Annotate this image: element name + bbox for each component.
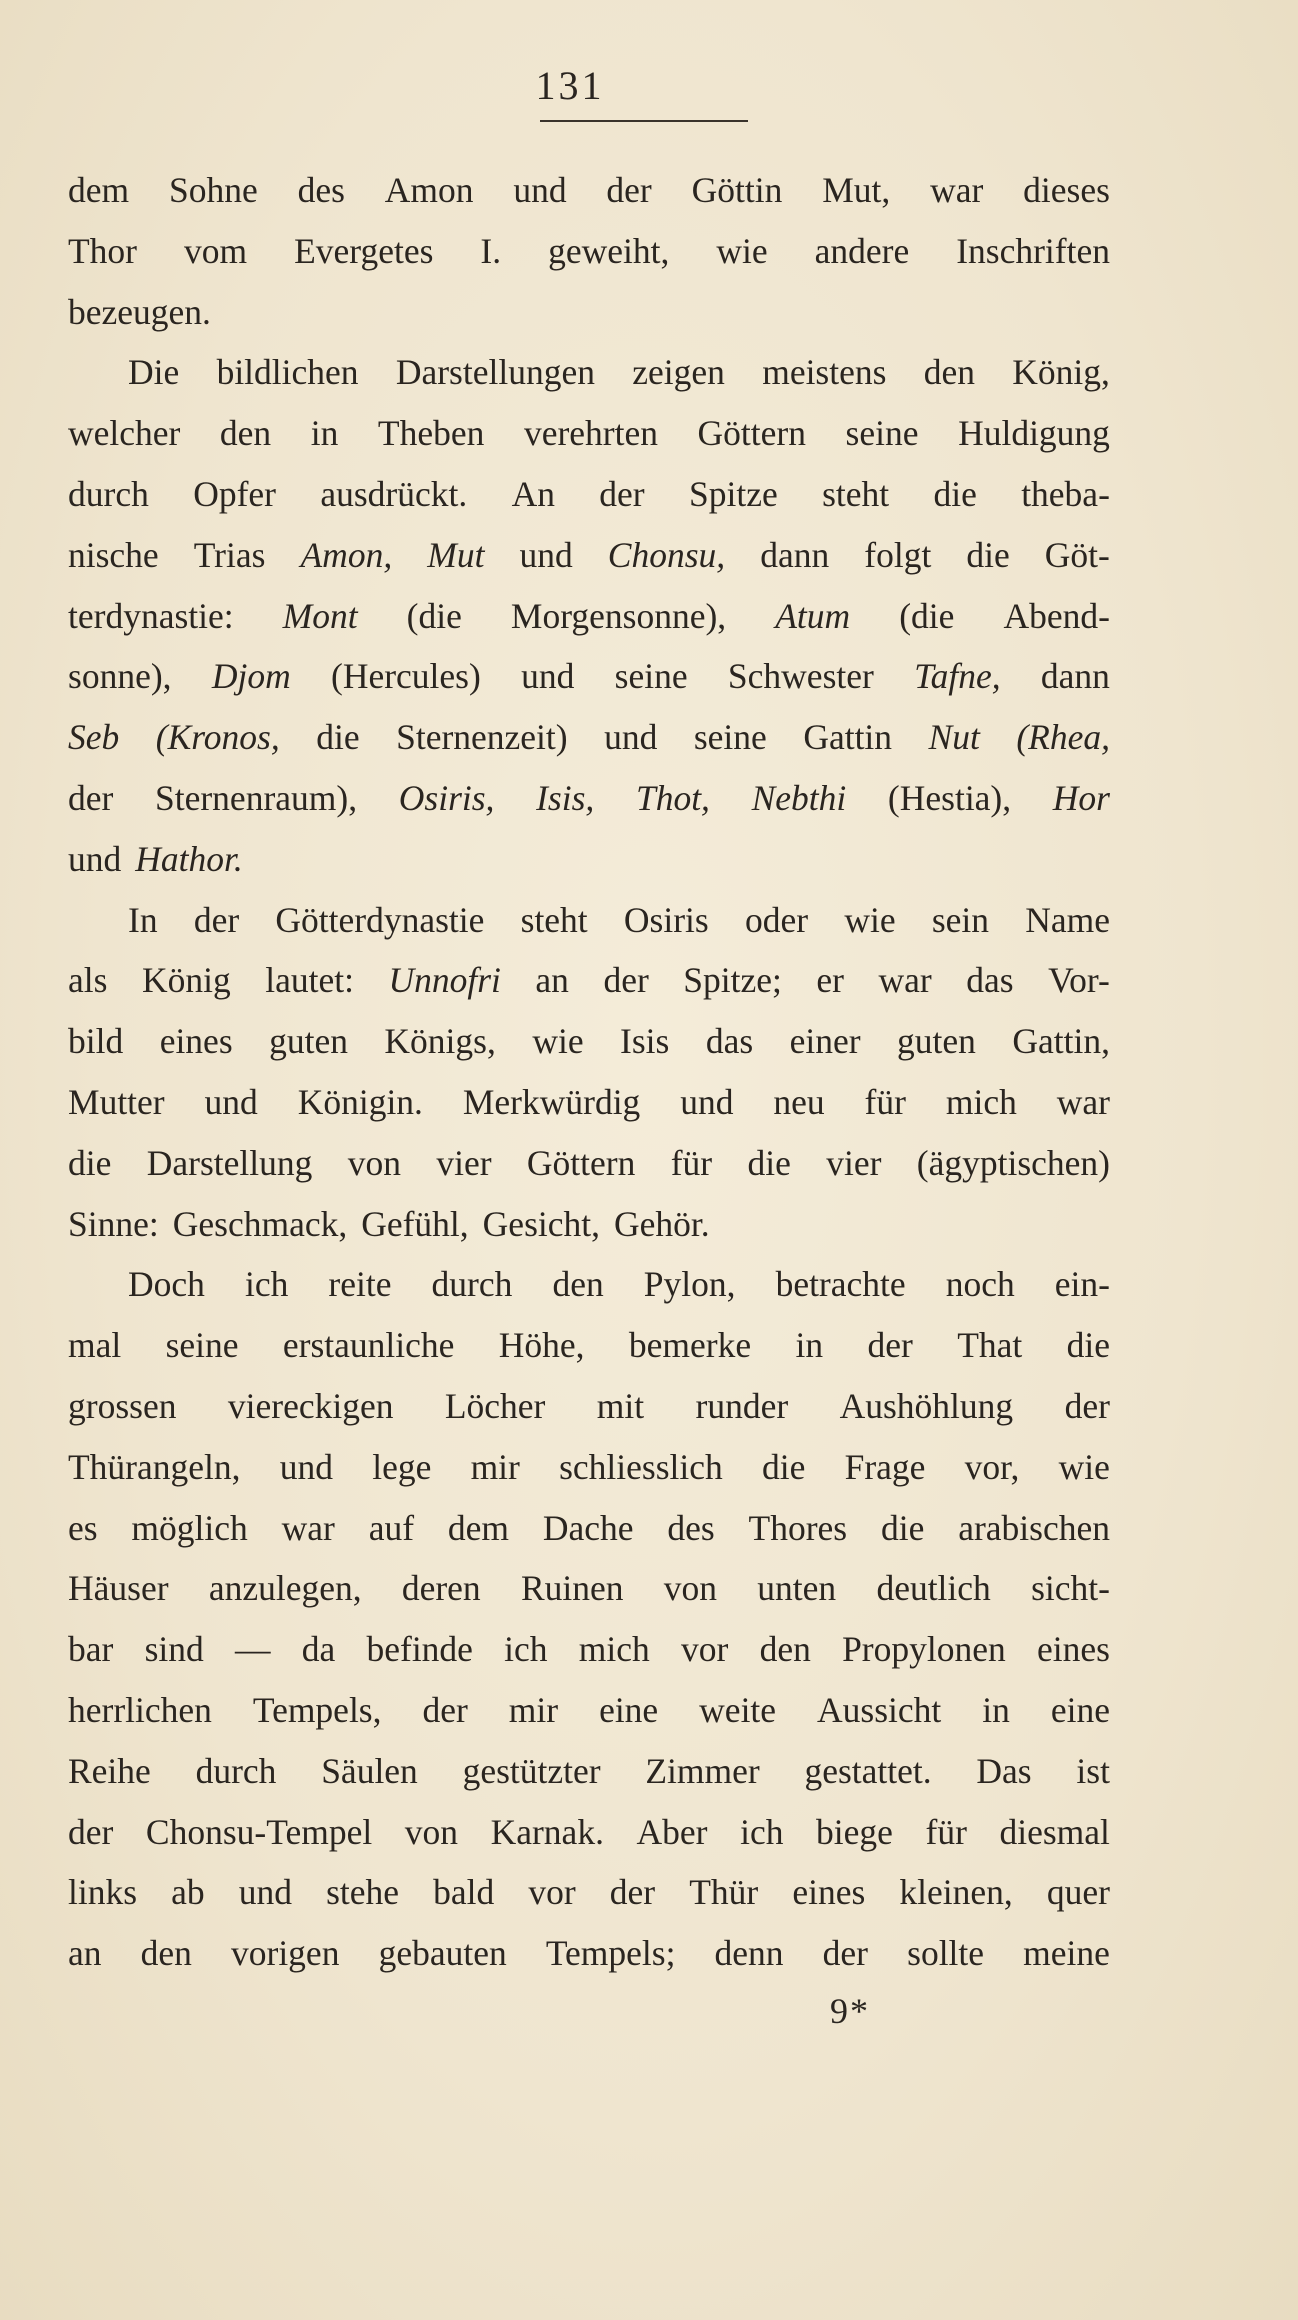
word: ein- xyxy=(1054,1264,1110,1305)
word: eines xyxy=(1036,1629,1110,1670)
word: verehrten xyxy=(523,413,658,454)
word: terdynastie: xyxy=(68,595,234,636)
word: Propylonen xyxy=(842,1629,1006,1670)
word: mich xyxy=(945,1081,1017,1122)
word: die xyxy=(316,717,360,758)
word: runder xyxy=(695,1385,789,1426)
word: Sohne xyxy=(168,170,258,210)
word: Göt- xyxy=(1044,534,1110,575)
italic-word: Djom xyxy=(211,656,291,697)
word: I. xyxy=(480,230,502,271)
word: Sternenzeit) xyxy=(396,717,568,758)
italic-word: Chonsu, xyxy=(607,534,726,575)
text-line xyxy=(68,1558,1110,1619)
word: vier xyxy=(436,1142,492,1183)
word: und xyxy=(238,1872,292,1913)
word: bezeugen. xyxy=(68,291,211,332)
word: der xyxy=(1064,1385,1110,1426)
text-line xyxy=(68,646,1110,707)
word: durch xyxy=(68,473,149,514)
word: Opfer xyxy=(193,473,276,514)
word: denn xyxy=(714,1933,784,1974)
word: sein xyxy=(931,899,989,940)
word: Merkwürdig xyxy=(462,1081,641,1122)
text-line xyxy=(68,464,1110,525)
word: befinde xyxy=(366,1629,473,1670)
word: Schwester xyxy=(727,656,874,697)
word: vier xyxy=(826,1142,882,1183)
word: und xyxy=(279,1446,333,1487)
word: Säulen xyxy=(321,1750,418,1791)
word: er xyxy=(816,960,845,1001)
word: Amon xyxy=(384,170,474,210)
word: noch xyxy=(945,1264,1015,1305)
word: lege xyxy=(372,1446,432,1487)
word: Sternenraum), xyxy=(155,777,358,818)
word: mit xyxy=(596,1385,645,1426)
word: Das xyxy=(976,1750,1032,1791)
text-line xyxy=(68,160,1110,221)
word: Mutter xyxy=(68,1081,165,1122)
word: betrachte xyxy=(775,1264,906,1305)
text-line xyxy=(68,403,1110,464)
word: Dache xyxy=(542,1507,634,1548)
word: geweiht, xyxy=(548,230,670,271)
word: (die xyxy=(899,595,955,636)
italic-word: Amon, xyxy=(300,534,393,575)
signature-mark: 9* xyxy=(830,1991,870,2031)
word: (ägyptischen) xyxy=(916,1142,1110,1183)
word: eines xyxy=(792,1872,866,1913)
word: (Hercules) xyxy=(331,656,481,697)
italic-word: Tafne, xyxy=(914,656,1001,697)
page-header xyxy=(0,58,1298,128)
header-rule xyxy=(540,120,748,122)
word: an xyxy=(68,1933,102,1974)
word: Ruinen xyxy=(520,1568,624,1609)
word: ab xyxy=(171,1872,205,1913)
word: eines xyxy=(159,1021,233,1062)
text-line xyxy=(68,829,1110,890)
word: des xyxy=(297,170,345,210)
word: reite xyxy=(328,1264,392,1305)
word: Thores xyxy=(748,1507,848,1548)
text-line xyxy=(68,282,1110,343)
word: Gattin, xyxy=(1012,1021,1110,1062)
word: mir xyxy=(508,1689,559,1730)
word: Pylon, xyxy=(643,1264,736,1305)
word: Vor- xyxy=(1048,960,1110,1001)
word: Thor xyxy=(68,230,138,271)
text-line xyxy=(68,768,1110,829)
word: Doch xyxy=(128,1264,205,1305)
word: meine xyxy=(1023,1933,1110,1974)
text-line xyxy=(68,1072,1110,1133)
word: links xyxy=(68,1872,138,1913)
word: Thürangeln, xyxy=(68,1446,241,1487)
italic-word: Hathor. xyxy=(135,838,243,879)
word: Aushöhlung xyxy=(839,1385,1014,1426)
word: An xyxy=(511,473,555,514)
word: der xyxy=(867,1325,913,1366)
text-line xyxy=(68,707,1110,768)
word: folgt xyxy=(864,534,932,575)
word: Geschmack, xyxy=(172,1203,348,1244)
word: und xyxy=(204,1081,258,1122)
word: für xyxy=(925,1811,967,1852)
word: welcher xyxy=(68,413,181,454)
text-line xyxy=(68,1680,1110,1741)
word: war xyxy=(878,960,932,1001)
word: vorigen xyxy=(231,1933,340,1974)
word: meistens xyxy=(762,352,887,393)
word: durch xyxy=(195,1750,277,1791)
word: diesmal xyxy=(999,1811,1110,1852)
text-line xyxy=(68,1923,1110,1984)
word: den xyxy=(759,1629,811,1670)
word: erstaunliche xyxy=(282,1325,455,1366)
word: That xyxy=(957,1325,1023,1366)
word: zeigen xyxy=(632,352,725,393)
word: der xyxy=(422,1689,468,1730)
word: war xyxy=(1056,1081,1110,1122)
word: und xyxy=(604,717,658,758)
word: sicht- xyxy=(1031,1568,1110,1609)
word: deren xyxy=(401,1568,481,1609)
text-line xyxy=(68,890,1110,951)
word: die xyxy=(880,1507,925,1548)
word: gebauten xyxy=(378,1933,507,1974)
word: — xyxy=(235,1629,271,1670)
word: der xyxy=(193,899,240,940)
text-line xyxy=(68,1133,1110,1194)
word: Göttern xyxy=(697,413,806,454)
word: wie xyxy=(532,1021,584,1062)
italic-word: Atum xyxy=(775,595,851,636)
word: ich xyxy=(244,1264,289,1305)
word: von xyxy=(663,1568,718,1609)
word: des xyxy=(667,1507,715,1548)
word: mich xyxy=(578,1629,650,1670)
word: den xyxy=(552,1264,604,1305)
word: vor xyxy=(681,1629,729,1670)
word: und xyxy=(680,1081,734,1122)
word: theba- xyxy=(1021,473,1110,514)
word: dann xyxy=(1040,656,1110,697)
word: Zimmer xyxy=(645,1750,760,1791)
word: steht xyxy=(520,899,588,940)
word: der xyxy=(609,1872,656,1913)
word: Gesicht, xyxy=(482,1203,600,1244)
word: Die xyxy=(128,352,180,393)
word: guten xyxy=(269,1021,348,1062)
word: durch xyxy=(431,1264,513,1305)
word: Sinne: xyxy=(68,1203,159,1244)
word: der xyxy=(599,473,645,514)
word: andere xyxy=(814,230,910,271)
italic-word: Mont xyxy=(282,595,358,636)
word: sonne), xyxy=(68,656,172,697)
word: der xyxy=(606,170,652,210)
word: kleinen, xyxy=(899,1872,1013,1913)
word: vor, xyxy=(964,1446,1020,1487)
word: Isis xyxy=(620,1021,670,1062)
word: dem xyxy=(68,170,130,210)
word: das xyxy=(966,960,1014,1001)
word: der xyxy=(68,1811,114,1852)
body-text xyxy=(68,160,1110,1984)
word: Spitze xyxy=(688,473,778,514)
word: vom xyxy=(184,230,248,271)
word: gestattet. xyxy=(804,1750,932,1791)
word: und xyxy=(519,534,573,575)
word: für xyxy=(670,1142,713,1183)
italic-word: (Rhea, xyxy=(1016,717,1110,758)
page-number: 131 xyxy=(535,63,605,108)
word: vor xyxy=(528,1872,576,1913)
word: Darstellung xyxy=(146,1142,313,1183)
word: Gefühl, xyxy=(361,1203,469,1244)
word: steht xyxy=(822,473,890,514)
word: möglich xyxy=(131,1507,248,1548)
word: die xyxy=(68,1142,112,1183)
word: Thür xyxy=(689,1872,759,1913)
word: stehe xyxy=(326,1872,400,1913)
word: Name xyxy=(1025,899,1110,940)
word: Reihe xyxy=(68,1750,151,1791)
text-line xyxy=(68,1437,1110,1498)
word: Höhe, xyxy=(498,1325,585,1366)
italic-word: Seb xyxy=(68,717,120,758)
word: Huldigung xyxy=(958,413,1110,454)
word: dem xyxy=(447,1507,509,1548)
word: der xyxy=(68,777,114,818)
word: das xyxy=(705,1021,754,1062)
word: Frage xyxy=(844,1446,926,1487)
word: eine xyxy=(1050,1689,1110,1730)
word: in xyxy=(795,1325,824,1366)
word: Häuser xyxy=(68,1568,169,1609)
word: Löcher xyxy=(444,1385,546,1426)
word: wie xyxy=(716,230,768,271)
italic-word: (Kronos, xyxy=(155,717,280,758)
text-line xyxy=(68,1498,1110,1559)
word: viereckigen xyxy=(227,1385,394,1426)
word: ausdrückt. xyxy=(320,473,468,514)
word: mal xyxy=(68,1325,122,1366)
word: quer xyxy=(1046,1872,1110,1913)
text-line xyxy=(68,1376,1110,1437)
text-line xyxy=(68,1254,1110,1315)
word: grossen xyxy=(68,1385,177,1426)
text-line xyxy=(68,221,1110,282)
word: die xyxy=(1066,1325,1110,1366)
word: es xyxy=(68,1507,98,1548)
word: In xyxy=(128,899,158,940)
word: Chonsu-Tempel xyxy=(145,1811,373,1852)
word: ich xyxy=(740,1811,784,1852)
italic-word: Thot, xyxy=(635,777,710,818)
word: anzulegen, xyxy=(208,1568,362,1609)
word: unten xyxy=(757,1568,837,1609)
word: von xyxy=(347,1142,401,1183)
italic-word: Osiris, xyxy=(398,777,495,818)
italic-word: Nebthi xyxy=(751,777,847,818)
word: die xyxy=(747,1142,791,1183)
word: in xyxy=(982,1689,1010,1730)
word: auf xyxy=(368,1507,415,1548)
word: bald xyxy=(433,1872,495,1913)
word: Theben xyxy=(377,413,485,454)
word: sind xyxy=(144,1629,204,1670)
word: Gattin xyxy=(803,717,893,758)
word: Trias xyxy=(193,534,266,575)
word: wie xyxy=(844,899,896,940)
word: in xyxy=(310,413,339,454)
word: Tempels, xyxy=(252,1689,382,1730)
text-line xyxy=(68,1194,1110,1255)
word: der xyxy=(603,960,649,1001)
word: seine xyxy=(614,656,688,697)
word: eine xyxy=(599,1689,659,1730)
word: herrlichen xyxy=(68,1689,212,1730)
word: und xyxy=(68,838,122,879)
word: Königin. xyxy=(297,1081,423,1122)
word: einer xyxy=(789,1021,861,1062)
word: den xyxy=(219,413,272,454)
word: die xyxy=(966,534,1010,575)
word: wie xyxy=(1058,1446,1110,1487)
text-line xyxy=(68,586,1110,647)
word: den xyxy=(140,1933,192,1974)
word: deutlich xyxy=(876,1568,991,1609)
word: ich xyxy=(504,1629,548,1670)
italic-word: Nut xyxy=(928,717,980,758)
text-line xyxy=(68,1862,1110,1923)
word: an xyxy=(535,960,569,1001)
word: die xyxy=(761,1446,806,1487)
text-line xyxy=(68,950,1110,1011)
word: seine xyxy=(165,1325,239,1366)
word: nische xyxy=(68,534,159,575)
text-line xyxy=(68,1315,1110,1376)
text-line xyxy=(68,342,1110,403)
word: Göttin xyxy=(691,170,783,210)
italic-word: Isis, xyxy=(536,777,595,818)
word: Königs, xyxy=(384,1021,496,1062)
text-line xyxy=(68,1619,1110,1680)
word: dieses xyxy=(1023,170,1110,210)
italic-word: Mut xyxy=(427,534,485,575)
word: König xyxy=(141,960,231,1001)
text-line xyxy=(68,1011,1110,1072)
word: (Hestia), xyxy=(887,777,1012,818)
word: Spitze; xyxy=(683,960,782,1001)
word: der xyxy=(822,1933,869,1974)
word: war xyxy=(281,1507,335,1548)
word: Karnak. xyxy=(490,1811,604,1852)
word: lautet: xyxy=(265,960,354,1001)
word: bar xyxy=(68,1629,114,1670)
word: und xyxy=(521,656,575,697)
word: arabischen xyxy=(958,1507,1110,1548)
word: Osiris xyxy=(623,899,709,940)
word: gestützter xyxy=(462,1750,601,1791)
word: Aussicht xyxy=(817,1689,942,1730)
word: sollte xyxy=(907,1933,985,1974)
word: Abend- xyxy=(1003,595,1110,636)
text-line xyxy=(68,1802,1110,1863)
word: bemerke xyxy=(628,1325,752,1366)
word: bild xyxy=(68,1021,124,1062)
word: Evergetes xyxy=(294,230,434,271)
word: Götterdynastie xyxy=(275,899,485,940)
word: von xyxy=(404,1811,459,1852)
word: Göttern xyxy=(526,1142,636,1183)
word: guten xyxy=(897,1021,976,1062)
word: schliesslich xyxy=(559,1446,723,1487)
word: da xyxy=(301,1629,336,1670)
word: weite xyxy=(699,1689,777,1730)
word: Morgensonne), xyxy=(510,595,727,636)
italic-word: Hor xyxy=(1052,777,1110,818)
word: die xyxy=(933,473,977,514)
word: Tempels; xyxy=(545,1933,676,1974)
word: oder xyxy=(744,899,809,940)
word: dann xyxy=(760,534,830,575)
word: bildlichen xyxy=(216,352,359,393)
word: seine xyxy=(845,413,919,454)
word: Aber xyxy=(636,1811,708,1852)
word: Darstellungen xyxy=(395,352,595,393)
word: den xyxy=(923,352,975,393)
word: biege xyxy=(816,1811,893,1852)
word: König, xyxy=(1012,352,1110,393)
text-line xyxy=(68,1741,1110,1802)
italic-word: Unnofri xyxy=(388,960,501,1001)
word: war xyxy=(930,170,984,210)
word: ist xyxy=(1076,1750,1110,1791)
word: mir xyxy=(470,1446,520,1487)
word: (die xyxy=(406,595,462,636)
word: Gehör. xyxy=(614,1203,710,1244)
word: seine xyxy=(693,717,767,758)
word: Mut, xyxy=(822,170,891,210)
text-line xyxy=(68,525,1110,586)
word: als xyxy=(68,960,108,1001)
word: neu xyxy=(773,1081,825,1122)
word: Inschriften xyxy=(956,230,1110,271)
word: für xyxy=(864,1081,906,1122)
word: und xyxy=(513,170,567,210)
